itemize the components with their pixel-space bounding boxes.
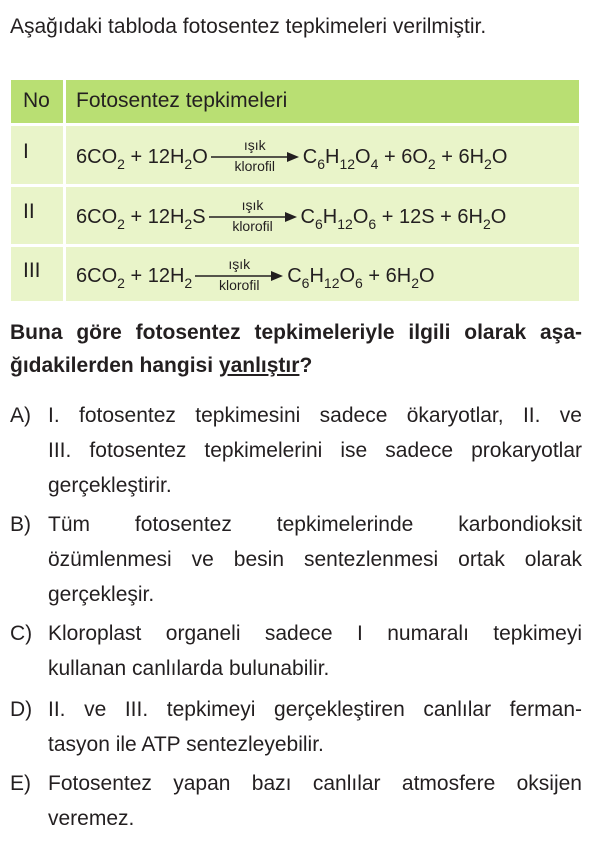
option-label: B)	[10, 513, 31, 536]
option-text: I. fotosentez tepkimesini sadece ökaryotlar, II. ve III. fotosentez tepkimelerini ise sadece prokaryotlar gerçekleştirir.	[48, 404, 582, 497]
equation-products	[300, 205, 507, 232]
formula-subscript: 6	[368, 215, 377, 232]
formula-text: 6CO	[76, 205, 118, 228]
option-text: Tüm fotosentez tepkimelerinde karbondioksit özümlenmesi ve besin sentezlenmesi ortak olarak gerçekleşir.	[48, 513, 582, 606]
table-header-row	[11, 80, 579, 123]
formula-text: H	[325, 145, 340, 168]
formula-subscript: 2	[411, 274, 419, 291]
formula-subscript: 2	[184, 215, 193, 232]
formula-text: O	[419, 264, 435, 287]
table-divider	[11, 244, 579, 247]
table-divider	[11, 184, 579, 187]
equation-products	[302, 145, 508, 172]
row-number: II	[23, 200, 35, 223]
arrow-condition-chlorophyll: klorofil	[218, 277, 260, 293]
formula-text: O	[491, 145, 508, 168]
row-number: I	[23, 140, 29, 163]
formula-subscript: 6	[355, 274, 363, 291]
formula-text: S	[192, 205, 206, 228]
header-no: No	[23, 89, 50, 112]
formula-text: C	[300, 205, 315, 228]
formula-subscript: 4	[370, 155, 379, 172]
formula-text: O	[192, 145, 208, 168]
formula-subscript: 12	[337, 215, 353, 232]
table-row	[11, 187, 579, 244]
option-label: E)	[10, 772, 31, 795]
reaction-arrow	[209, 197, 297, 237]
formula-text: + 6O	[378, 145, 428, 168]
formula-subscript: 12	[323, 274, 340, 291]
reaction-equation	[76, 256, 435, 296]
reaction-arrow	[195, 256, 283, 296]
question-line: ğıdakilerden hangisi yanlıştır?	[10, 354, 313, 377]
option-label: D)	[10, 698, 33, 721]
equation-reactants	[76, 145, 208, 172]
formula-subscript: 2	[482, 215, 491, 232]
formula-text: H	[309, 264, 324, 287]
question-line: Buna göre fotosentez tepkimeleriyle ilgili olarak aşa-	[10, 321, 582, 344]
formula-text: + 12H	[124, 264, 185, 287]
formula-text: O	[339, 264, 356, 287]
option-label: C)	[10, 622, 33, 645]
option-text: II. ve III. tepkimeyi gerçekleştiren canlılar ferman- tasyon ile ATP sentezleyebilir.	[48, 698, 582, 756]
arrow-condition-light: ışık	[243, 137, 266, 153]
reaction-arrow	[211, 137, 299, 177]
equation-reactants	[76, 205, 206, 232]
emphasis-underlined: yanlıştır	[218, 354, 300, 377]
option-text: Kloroplast organeli sadece I numaralı tepkimeyi kullanan canlılarda bulunabilir.	[48, 622, 582, 680]
header-title: Fotosentez tepkimeleri	[76, 89, 288, 112]
arrow-condition-chlorophyll: klorofil	[232, 218, 273, 234]
formula-text: C	[287, 264, 302, 287]
formula-text: + 12H	[124, 205, 185, 228]
formula-subscript: 2	[184, 274, 193, 291]
arrow-condition-light: ışık	[241, 197, 264, 213]
table-row	[11, 126, 579, 184]
equation-products	[287, 264, 435, 291]
reaction-equation	[76, 137, 507, 177]
formula-text: + 12S + 6H	[376, 205, 483, 228]
equation-reactants	[76, 264, 193, 291]
formula-subscript: 6	[315, 215, 323, 232]
question-stem	[10, 316, 582, 382]
formula-text: O	[355, 145, 371, 168]
formula-subscript: 2	[117, 155, 125, 172]
table-row	[11, 247, 579, 301]
formula-subscript: 12	[339, 155, 356, 172]
arrow-condition-light: ışık	[228, 256, 251, 272]
formula-subscript: 2	[427, 155, 436, 172]
reactions-table	[11, 80, 579, 301]
row-number: III	[23, 259, 41, 282]
formula-subscript: 2	[117, 274, 125, 291]
formula-text: C	[302, 145, 318, 168]
formula-subscript: 6	[301, 274, 310, 291]
formula-text: + 6H	[362, 264, 412, 287]
table-divider	[11, 123, 579, 126]
table-column-divider	[63, 80, 66, 301]
formula-text: O	[490, 205, 507, 228]
option-label: A)	[10, 404, 31, 427]
formula-text: H	[322, 205, 338, 228]
arrow-condition-chlorophyll: klorofil	[234, 158, 275, 174]
option-text: Fotosentez yapan bazı canlılar atmosfere oksijen veremez.	[48, 772, 582, 830]
formula-text: + 6H	[435, 145, 485, 168]
formula-subscript: 2	[117, 215, 125, 232]
formula-text: 6CO	[76, 145, 118, 168]
formula-subscript: 6	[317, 155, 326, 172]
intro-text: Aşağıdaki tabloda fotosentez tepkimeleri verilmiştir.	[10, 15, 487, 38]
formula-text: + 12H	[124, 145, 185, 168]
formula-subscript: 2	[184, 155, 193, 172]
formula-subscript: 2	[484, 155, 492, 172]
formula-text: 6CO	[76, 264, 118, 287]
formula-text: O	[352, 205, 369, 228]
reaction-equation	[76, 197, 506, 237]
